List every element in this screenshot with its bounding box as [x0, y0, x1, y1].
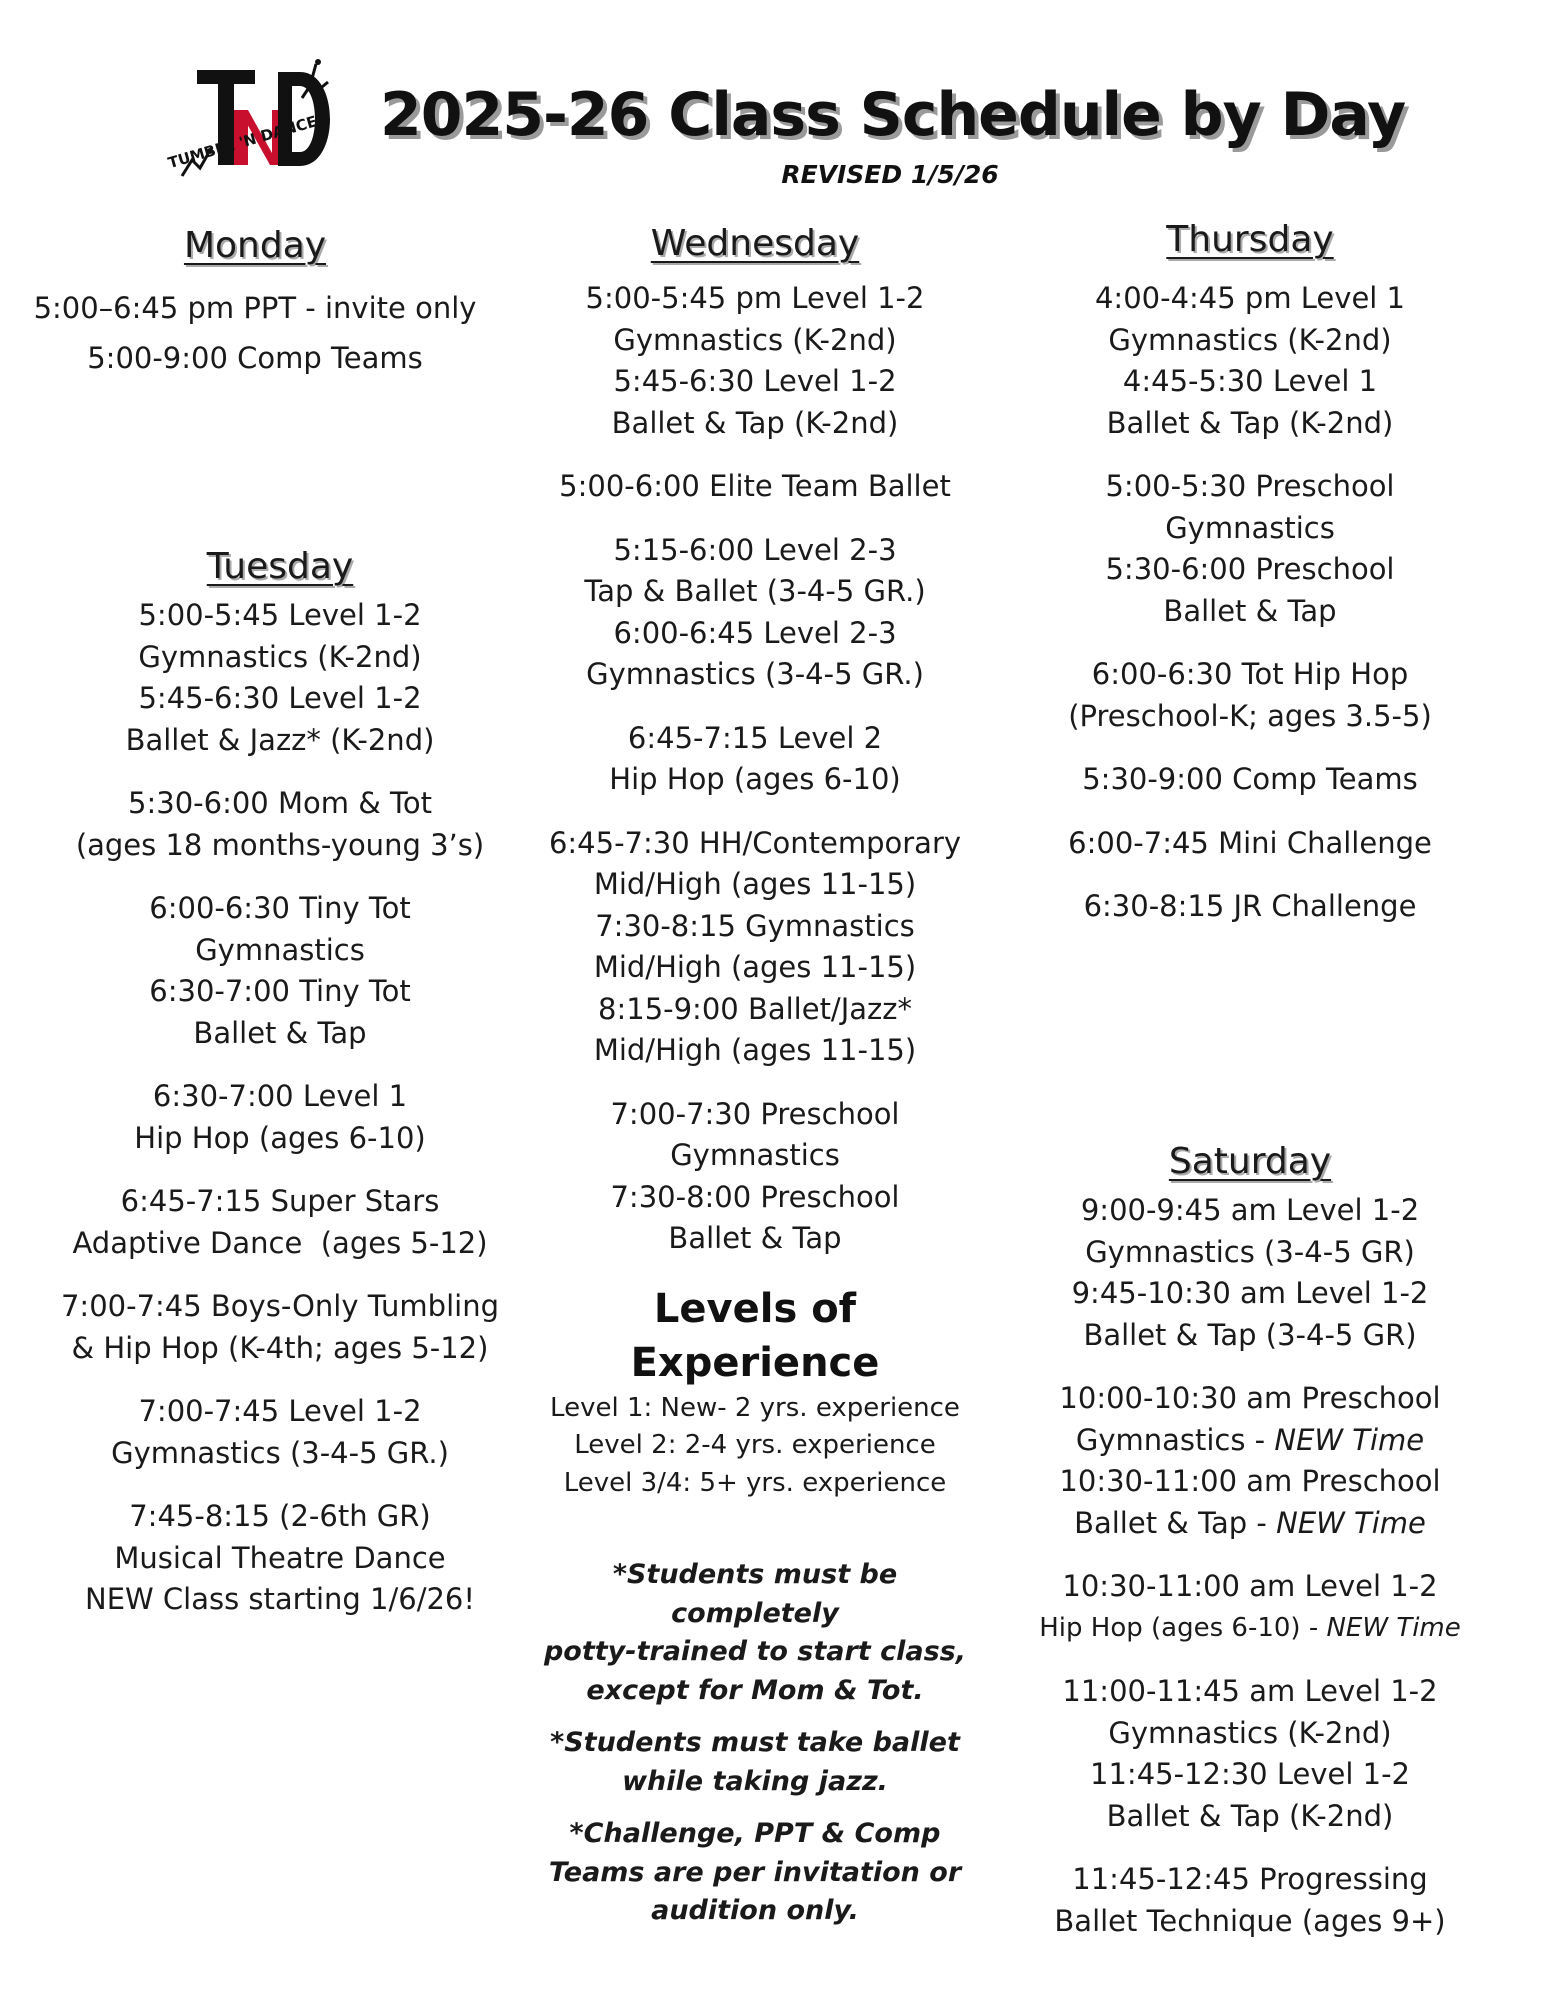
monday-column: [20, 224, 490, 401]
schedule-entry: 6:00-6:30 Tiny Tot Gymnastics 6:30-7:00 Tiny Tot Ballet & Tap: [149, 891, 411, 1050]
tuesday-heading: Tuesday: [206, 546, 354, 587]
schedule-entry: 6:45-7:15 Level 2 Hip Hop (ages 6-10): [609, 720, 901, 796]
schedule-entry: 7:00-7:45 Boys-Only Tumbling & Hip Hop (K-4th; ages 5-12): [60, 1289, 499, 1365]
policy-notes: [540, 1556, 970, 1931]
schedule-entry: 6:30-8:15 JR Challenge: [1083, 889, 1417, 923]
schedule-entry: 6:00-7:45 Mini Challenge: [1068, 825, 1432, 860]
monday-heading: Monday: [183, 225, 327, 266]
schedule-entry: 5:00-5:45 Level 1-2 Gymnastics (K-2nd) 5:45-6:30 Level 1-2 Ballet & Jazz* (K-2nd): [125, 598, 435, 757]
saturday-heading: Saturday: [1168, 1141, 1332, 1182]
page-title: 2025-26 Class Schedule by Day: [380, 80, 1406, 150]
tuesday-column: [50, 545, 510, 1643]
levels-heading: Levels of Experience: [630, 1285, 880, 1386]
schedule-entry: 5:00-6:00 Elite Team Ballet: [559, 469, 951, 503]
svg-text:TUMBLE 'N DANCE: TUMBLE 'N DANCE: [166, 112, 320, 173]
schedule-entry: 11:45-12:45 Progressing Ballet Technique (ages 9+): [1054, 1862, 1446, 1938]
schedule-entry: 5:30-6:00 Mom & Tot (ages 18 months-young 3’s): [75, 786, 485, 862]
saturday-column: [1030, 1140, 1470, 1964]
note-invitation-only: *Challenge, PPT & Comp Teams are per invitation or audition only.: [548, 1818, 962, 1926]
schedule-entry: 10:00-10:30 am Preschool Gymnastics - NEW Time 10:30-11:00 am Preschool Ballet & Tap - NEW Time: [1059, 1381, 1441, 1540]
schedule-entry: 5:00-9:00 Comp Teams: [87, 340, 423, 375]
schedule-entry: 11:00-11:45 am Level 1-2 Gymnastics (K-2nd) 11:45-12:30 Level 1-2 Ballet & Tap (K-2nd): [1062, 1674, 1438, 1833]
thursday-heading: Thursday: [1166, 219, 1334, 260]
schedule-entry: 5:30-9:00 Comp Teams: [1082, 762, 1418, 796]
note-ballet-with-jazz: *Students must take ballet while taking jazz.: [550, 1727, 960, 1797]
schedule-entry: 7:45-8:15 (2-6th GR) Musical Theatre Dance NEW Class starting 1/6/26!: [85, 1499, 475, 1616]
schedule-entry: 4:00-4:45 pm Level 1 Gymnastics (K-2nd) 4:45-5:30 Level 1 Ballet & Tap (K-2nd): [1094, 281, 1406, 440]
schedule-entry: 6:45-7:15 Super Stars Adaptive Dance (ages 5-12): [72, 1184, 488, 1260]
note-potty-trained: *Students must be completely potty-trained to start class, except for Mom & Tot.: [543, 1559, 966, 1706]
wednesday-heading: Wednesday: [650, 223, 860, 264]
schedule-entry: 7:00-7:30 Preschool Gymnastics 7:30-8:00 Preschool Ballet & Tap: [610, 1096, 900, 1255]
tumble-n-dance-logo: [160, 58, 345, 183]
schedule-entry: 7:00-7:45 Level 1-2 Gymnastics (3-4-5 GR.): [111, 1394, 449, 1470]
wednesday-column: [540, 222, 970, 1945]
revised-date: REVISED 1/5/26: [781, 160, 999, 189]
schedule-entry: 6:45-7:30 HH/Contemporary Mid/High (ages 11-15) 7:30-8:15 Gymnastics Mid/High (ages 11-15) 8:15-9:00 Ballet/Jazz* Mid/High (ages 11-15): [548, 825, 962, 1067]
schedule-entry: 5:00–6:45 pm PPT - invite only: [33, 291, 477, 325]
schedule-entry: 6:30-7:00 Level 1 Hip Hop (ages 6-10): [134, 1079, 426, 1155]
schedule-entry: 9:00-9:45 am Level 1-2 Gymnastics (3-4-5 GR) 9:45-10:30 am Level 1-2 Ballet & Tap (3-4-5 GR): [1071, 1193, 1429, 1352]
levels-list: Level 1: New- 2 yrs. experience Level 2: 2-4 yrs. experience Level 3/4: 5+ yrs. experience: [550, 1392, 960, 1498]
schedule-entry: 5:00-5:30 Preschool Gymnastics 5:30-6:00 Preschool Ballet & Tap: [1105, 469, 1395, 628]
thursday-column: [1030, 218, 1470, 950]
schedule-entry: 5:00-5:45 pm Level 1-2 Gymnastics (K-2nd) 5:45-6:30 Level 1-2 Ballet & Tap (K-2nd): [585, 281, 925, 440]
schedule-entry: 6:00-6:30 Tot Hip Hop (Preschool-K; ages 3.5-5): [1068, 657, 1432, 733]
schedule-entry: 10:30-11:00 am Level 1-2 Hip Hop (ages 6-10) - NEW Time: [1039, 1569, 1461, 1643]
schedule-entry: 5:15-6:00 Level 2-3 Tap & Ballet (3-4-5 GR.) 6:00-6:45 Level 2-3 Gymnastics (3-4-5 GR.): [584, 532, 926, 691]
